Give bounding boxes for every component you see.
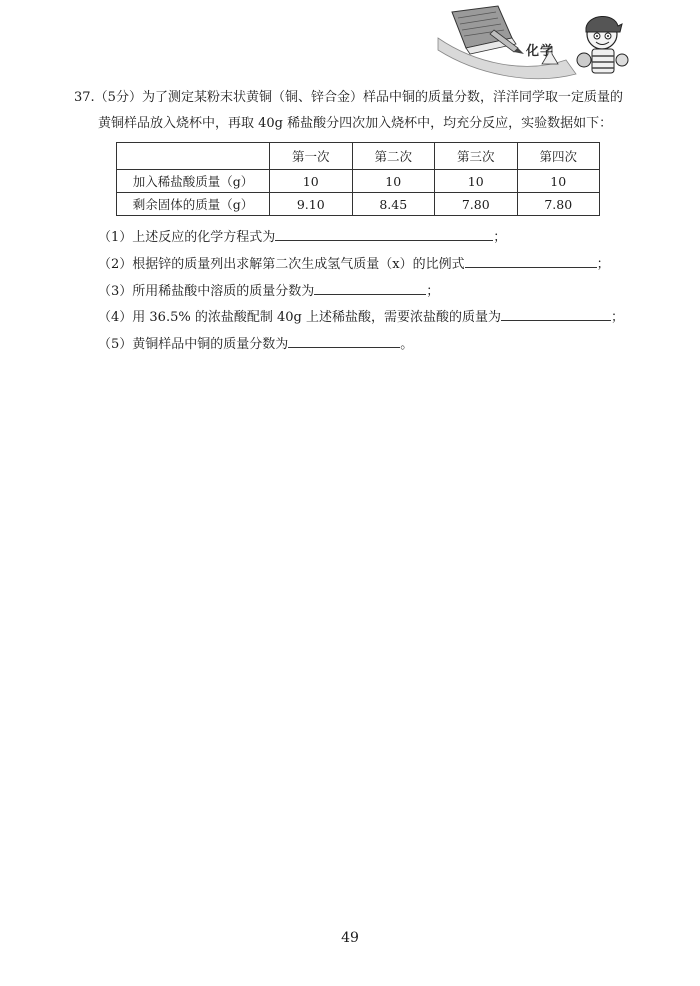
sub-question-1 — [98, 226, 506, 247]
table-header-cell: 第三次 — [435, 143, 518, 170]
subject-label: 化学 — [526, 44, 555, 59]
experiment-data-table — [116, 142, 600, 216]
question-stem-line-1: 37.（5分）为了测定某粉末状黄铜（铜、锌合金）样品中铜的质量分数，洋洋同学取一定质量的 — [74, 90, 623, 105]
table-header-row — [117, 143, 600, 170]
table-cell: 10 — [352, 170, 435, 193]
table-row-label: 加入稀盐酸质量（g） — [117, 170, 270, 193]
table-header-cell: 第一次 — [270, 143, 353, 170]
sub-question-4 — [98, 306, 624, 327]
sub-question-suffix: ； — [596, 257, 610, 272]
answer-blank-5[interactable] — [288, 333, 400, 348]
table-cell: 10 — [435, 170, 518, 193]
sub-question-text: （2）根据锌的质量列出求解第二次生成氢气质量（x）的比例式 — [98, 257, 465, 272]
table-row — [117, 170, 600, 193]
sub-question-suffix: 。 — [400, 337, 414, 352]
page-number: 49 — [341, 930, 359, 946]
sub-question-2 — [98, 253, 610, 274]
sub-question-3 — [98, 280, 439, 301]
sub-question-5 — [98, 333, 413, 354]
table-header-cell: 第二次 — [352, 143, 435, 170]
answer-blank-4[interactable] — [501, 306, 611, 321]
table-cell: 7.80 — [517, 193, 600, 216]
sub-question-suffix: ； — [610, 310, 624, 325]
table-cell: 10 — [270, 170, 353, 193]
table-header-cell — [117, 143, 270, 170]
question-stem-line-2: 黄铜样品放入烧杯中，再取 40g 稀盐酸分四次加入烧杯中，均充分反应，实验数据如下： — [98, 116, 613, 131]
sub-question-text: （3）所用稀盐酸中溶质的质量分数为 — [98, 284, 315, 299]
table-row — [117, 193, 600, 216]
sub-question-text: （5）黄铜样品中铜的质量分数为 — [98, 337, 289, 352]
sub-question-text: （4）用 36.5% 的浓盐酸配制 40g 上述稀盐酸，需要浓盐酸的质量为 — [98, 310, 501, 325]
table-cell: 9.10 — [270, 193, 353, 216]
answer-blank-2[interactable] — [465, 253, 597, 268]
sub-question-text: （1）上述反应的化学方程式为 — [98, 230, 276, 245]
table-cell: 10 — [517, 170, 600, 193]
answer-blank-3[interactable] — [314, 280, 426, 295]
table-header-cell: 第四次 — [517, 143, 600, 170]
table-cell: 7.80 — [435, 193, 518, 216]
answer-blank-1[interactable] — [275, 226, 493, 241]
table-cell: 8.45 — [352, 193, 435, 216]
table-row-label: 剩余固体的质量（g） — [117, 193, 270, 216]
sub-question-suffix: ； — [426, 284, 440, 299]
sub-question-suffix: ； — [493, 230, 507, 245]
